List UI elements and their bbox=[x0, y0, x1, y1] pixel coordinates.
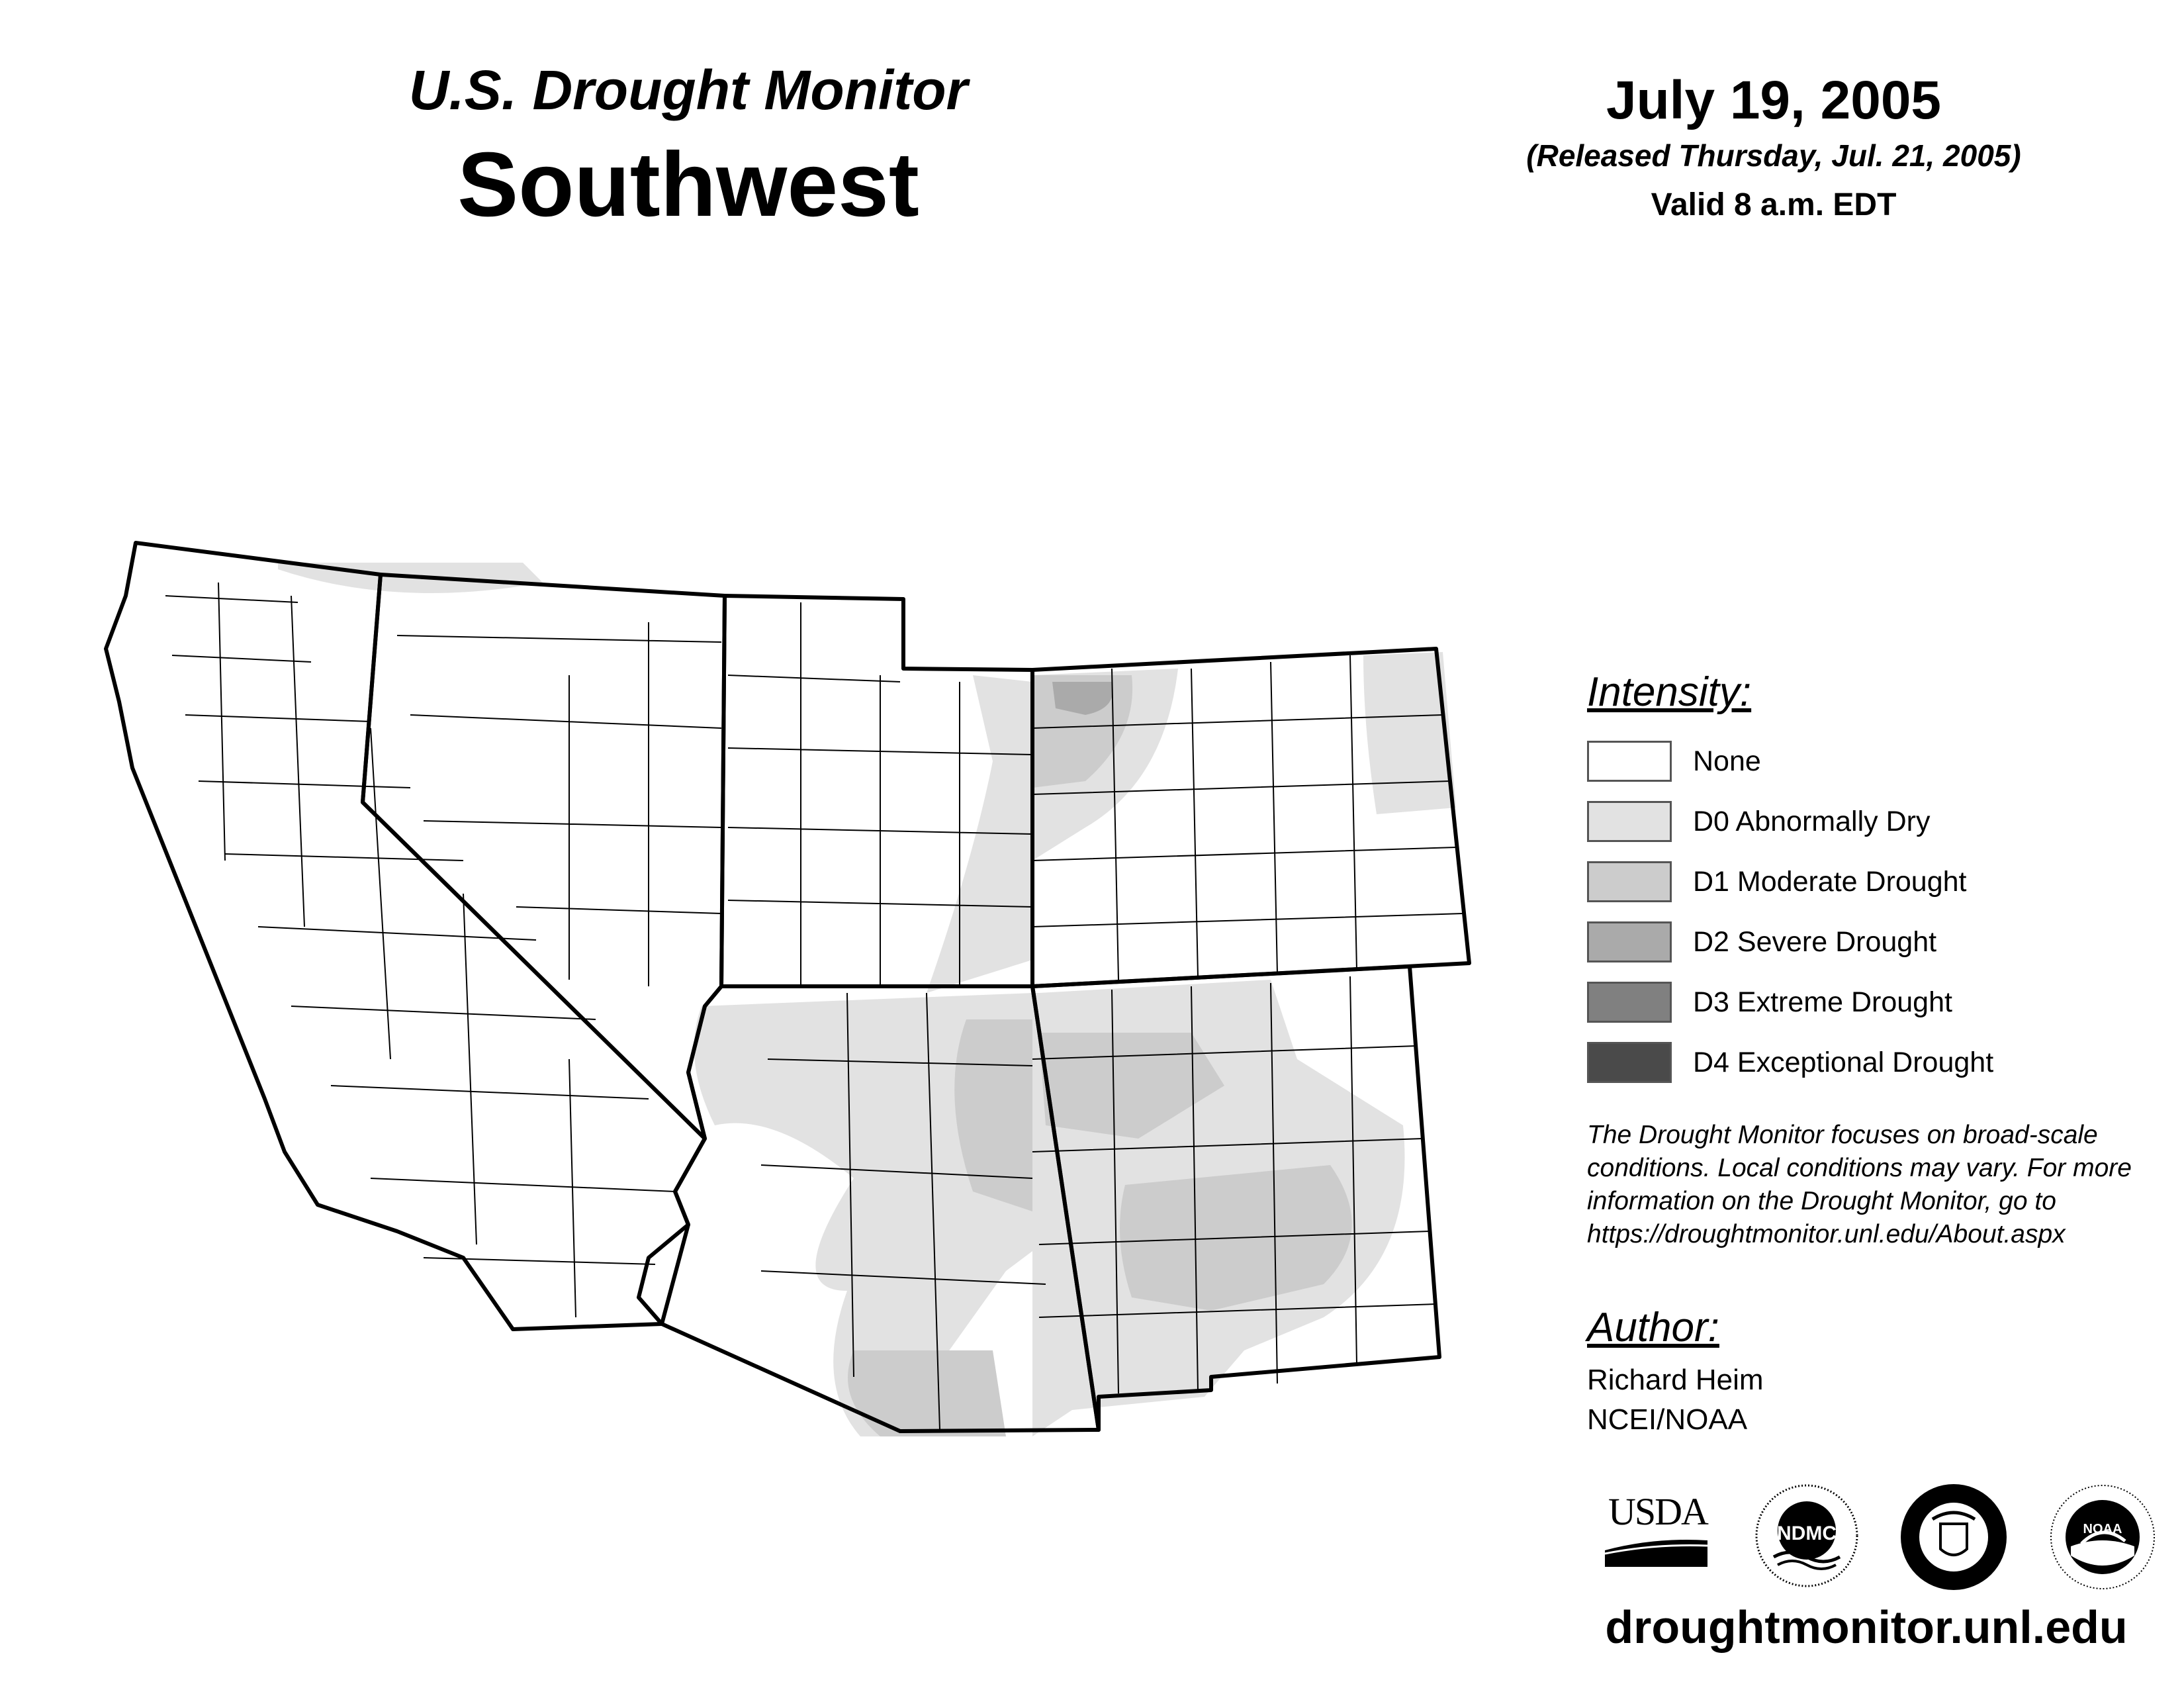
legend-item-d2 bbox=[1587, 921, 1936, 963]
ndmc-logo-text: NDMC bbox=[1777, 1523, 1837, 1544]
legend-swatch bbox=[1587, 801, 1672, 842]
usda-logo-text: USDA bbox=[1608, 1490, 1707, 1533]
valid-time: Valid 8 a.m. EDT bbox=[1651, 187, 1897, 222]
usda-swoosh-icon bbox=[1602, 1534, 1714, 1570]
website-link[interactable]: droughtmonitor.unl.edu bbox=[1605, 1601, 2128, 1653]
map-title: Southwest bbox=[457, 134, 919, 236]
noaa-logo bbox=[2048, 1483, 2158, 1592]
legend-label: D0 Abnormally Dry bbox=[1693, 805, 1931, 837]
legend-swatch bbox=[1587, 982, 1672, 1023]
department-of-commerce-seal bbox=[1899, 1483, 2009, 1592]
author-heading: Author: bbox=[1587, 1305, 1719, 1350]
noaa-logo-text: NOAA bbox=[2083, 1522, 2122, 1536]
ndmc-logo bbox=[1754, 1483, 1860, 1589]
legend-swatch bbox=[1587, 1042, 1672, 1083]
legend-swatch bbox=[1587, 861, 1672, 902]
legend-label: None bbox=[1693, 745, 1761, 777]
legend-item-none bbox=[1587, 740, 1761, 782]
disclaimer-note: The Drought Monitor focuses on broad-scale conditions. Local conditions may vary. For more information on the Drought Monitor, go to https://droughtmonitor.unl.edu/About.aspx bbox=[1587, 1121, 2132, 1248]
drought-shading bbox=[278, 563, 1456, 1436]
legend-label: D2 Severe Drought bbox=[1693, 925, 1937, 958]
legend-label: D4 Exceptional Drought bbox=[1693, 1046, 1994, 1078]
legend-label: D1 Moderate Drought bbox=[1693, 865, 1967, 898]
legend-item-d4 bbox=[1587, 1041, 1993, 1084]
nevada-outline bbox=[363, 575, 725, 1139]
legend-item-d1 bbox=[1587, 861, 1967, 903]
map-subtitle: U.S. Drought Monitor bbox=[408, 59, 968, 121]
usda-logo bbox=[1602, 1489, 1714, 1569]
legend-label: D3 Extreme Drought bbox=[1693, 986, 1952, 1018]
legend-item-d0 bbox=[1587, 800, 1930, 843]
d1-area-arizona-south bbox=[848, 1350, 1006, 1436]
release-date: (Released Thursday, Jul. 21, 2005) bbox=[1526, 138, 2021, 173]
legend-title: Intensity: bbox=[1587, 669, 1752, 715]
author-organization: NCEI/NOAA bbox=[1587, 1403, 1748, 1436]
d0-area-colorado-ne bbox=[1363, 652, 1456, 814]
author-name: Richard Heim bbox=[1587, 1364, 1764, 1396]
california-outline bbox=[106, 543, 705, 1329]
map-date: July 19, 2005 bbox=[1606, 70, 1942, 130]
legend-swatch bbox=[1587, 741, 1672, 782]
legend-item-d3 bbox=[1587, 981, 1952, 1023]
legend-swatch bbox=[1587, 921, 1672, 962]
